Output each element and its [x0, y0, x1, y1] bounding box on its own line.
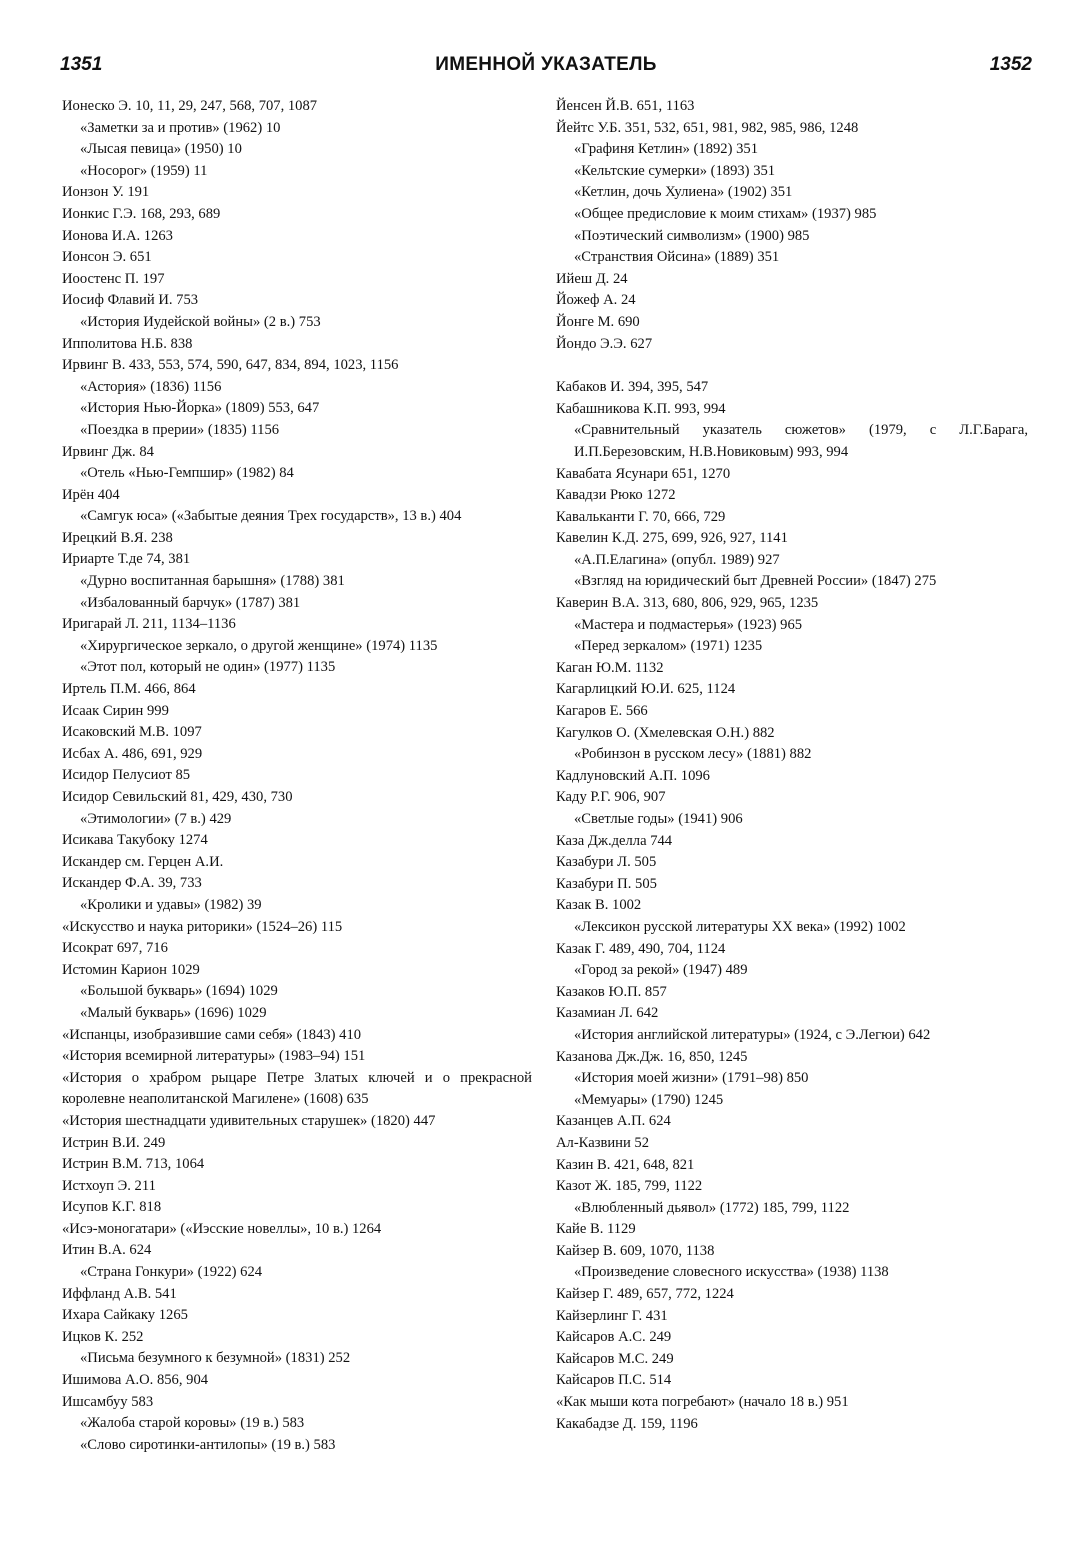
- index-entry: Исидор Пелусиот 85: [62, 767, 191, 784]
- index-entry: Исикава Такубоку 1274: [62, 832, 208, 849]
- index-entry: Кадлуновский А.П. 1096: [556, 767, 710, 784]
- index-subentry: «Носорог» (1959) 11: [80, 162, 208, 179]
- index-subentry: «Светлые годы» (1941) 906: [574, 811, 743, 827]
- index-entry: Ицков К. 252: [62, 1328, 144, 1345]
- index-entry: Ирён 404: [62, 486, 120, 503]
- index-entry: Кавабата Ясунари 651, 1270: [556, 465, 731, 482]
- index-entry: Ихара Сайкаку 1265: [62, 1307, 188, 1324]
- index-subentry: «Слово сиротинки-антилопы» (19 в.) 583: [80, 1436, 336, 1453]
- index-entry: Искандер Ф.А. 39, 733: [62, 875, 202, 892]
- index-subentry: «Отель «Нью-Гемпшир» (1982) 84: [80, 465, 294, 482]
- index-entry: «Испанцы, изобразившие сами себя» (1843) 410: [62, 1026, 362, 1043]
- index-entry: Кагарлицкий Ю.И. 625, 1124: [556, 681, 736, 698]
- index-subentry: «Лексикон русской литературы XX века» (1992) 1002: [574, 918, 906, 935]
- index-entry: Йенсен Й.В. 651, 1163: [556, 98, 695, 114]
- index-entry: Ал-Казвини 52: [556, 1134, 650, 1151]
- index-entry: Кабаков И. 394, 395, 547: [556, 379, 709, 396]
- index-entry: Ирвинг В. 433, 553, 574, 590, 647, 834, 894, 1023, 1156: [62, 357, 399, 374]
- index-entry: Иригарай Л. 211, 1134–1136: [62, 616, 236, 633]
- index-subentry: «Кетлин, дочь Хулиена» (1902) 351: [574, 184, 793, 201]
- index-entry: Казаков Ю.П. 857: [556, 983, 667, 1000]
- index-entry: Кайзер Г. 489, 657, 772, 1224: [556, 1286, 734, 1303]
- index-entry: «Искусство и наука риторики» (1524–26) 115: [62, 918, 343, 935]
- index-subentry: «Жалоба старой коровы» (19 в.) 583: [80, 1415, 305, 1432]
- index-entry: «История шестнадцати удивительных старушек» (1820) 447: [62, 1112, 436, 1129]
- index-subentry: «Дурно воспитанная барышня» (1788) 381: [80, 573, 345, 590]
- index-entry: Иоостенс П. 197: [62, 270, 165, 287]
- index-entry: «Исэ-моногатари» («Иэсские новеллы», 10 в.) 1264: [62, 1220, 382, 1237]
- index-subentry: «Сравнительный указатель сюжетов» (1979, с Л.Г.Барага, И.П.Березовским, Н.В.Новиковым) 993, 994: [574, 422, 1028, 460]
- index-entry: Истхоуп Э. 211: [62, 1177, 156, 1194]
- index-subentry: «Кельтские сумерки» (1893) 351: [574, 162, 776, 179]
- index-entry: Итин В.А. 624: [62, 1242, 152, 1259]
- index-subentry: «История английской литературы» (1924, с Э.Легюи) 642: [574, 1026, 931, 1043]
- index-entry: Ийеш Д. 24: [556, 270, 628, 287]
- index-entry: Исупов К.Г. 818: [62, 1199, 162, 1216]
- index-entry: «История всемирной литературы» (1983–94) 151: [62, 1048, 366, 1065]
- index-entry: Ионеско Э. 10, 11, 29, 247, 568, 707, 1087: [62, 98, 318, 114]
- index-entry: Йейтс У.Б. 351, 532, 651, 981, 982, 985, 986, 1248: [556, 119, 859, 136]
- index-subentry: «Поездка в прерии» (1835) 1156: [80, 421, 280, 438]
- index-subentry: «Мастера и подмастерья» (1923) 965: [574, 616, 803, 633]
- index-entry: Исидор Севильский 81, 429, 430, 730: [62, 789, 293, 805]
- index-entry: Казанцев А.П. 624: [556, 1113, 671, 1130]
- index-entry: Какабадзе Д. 159, 1196: [556, 1415, 698, 1432]
- index-entry: Ириарте Т.де 74, 381: [62, 551, 191, 568]
- index-entry: Кайзерлинг Г. 431: [556, 1307, 668, 1324]
- index-entry: Истрин В.И. 249: [62, 1134, 166, 1151]
- running-title: ИМЕННОЙ УКАЗАТЕЛЬ: [435, 54, 657, 75]
- index-subentry: «А.П.Елагина» (опубл. 1989) 927: [574, 551, 780, 568]
- index-entry: Казак В. 1002: [556, 897, 642, 914]
- page-header: [60, 54, 1032, 88]
- index-entry: Кавадзи Рюко 1272: [556, 487, 676, 504]
- index-entry: Ишимова А.О. 856, 904: [62, 1372, 209, 1389]
- index-subentry: «Хирургическое зеркало, о другой женщине» (1974) 1135: [80, 637, 438, 654]
- index-entry: Истомин Карион 1029: [62, 961, 200, 978]
- index-entry: Казин В. 421, 648, 821: [556, 1156, 695, 1173]
- index-entry: Казамиан Л. 642: [556, 1005, 659, 1022]
- index-entry: «Как мыши кота погребают» (начало 18 в.) 951: [556, 1394, 849, 1411]
- index-entry: Кагулков О. (Хмелевская О.Н.) 882: [556, 724, 775, 741]
- index-entry: Йожеф А. 24: [556, 292, 636, 309]
- index-entry: Ипполитова Н.Б. 838: [62, 335, 193, 352]
- index-subentry: «История Иудейской войны» (2 в.) 753: [80, 313, 321, 330]
- index-subentry: «Этимологии» (7 в.) 429: [80, 810, 232, 827]
- index-subentry: «Перед зеркалом» (1971) 1235: [574, 638, 763, 655]
- index-entry: Кавальканти Г. 70, 666, 729: [556, 508, 726, 525]
- index-subentry: «Поэтический символизм» (1900) 985: [574, 227, 810, 244]
- index-subentry: «Робинзон в русском лесу» (1881) 882: [574, 746, 812, 763]
- index-entry: Ирецкий В.Я. 238: [62, 529, 173, 546]
- index-subentry: «Большой букварь» (1694) 1029: [80, 983, 278, 1000]
- index-entry: Иффланд А.В. 541: [62, 1285, 177, 1302]
- index-entry: Иртель П.М. 466, 864: [62, 681, 196, 698]
- index-subentry: «Астория» (1836) 1156: [80, 378, 222, 395]
- index-entry: Йондо Э.Э. 627: [556, 335, 653, 352]
- index-subentry: «Лысая певица» (1950) 10: [80, 141, 242, 158]
- index-subentry: «История моей жизни» (1791–98) 850: [574, 1070, 809, 1087]
- index-subentry: «Малый букварь» (1696) 1029: [80, 1004, 267, 1021]
- index-entry: Кабашникова К.П. 993, 994: [556, 400, 726, 417]
- index-entry: Каверин В.А. 313, 680, 806, 929, 965, 1235: [556, 595, 819, 612]
- index-column-right: [556, 96, 1028, 1435]
- index-entry: Кагаров Е. 566: [556, 703, 648, 720]
- letter-section-gap: [556, 355, 1028, 377]
- index-subentry: «История Нью-Йорка» (1809) 553, 647: [80, 400, 320, 417]
- index-subentry: «Графиня Кетлин» (1892) 351: [574, 141, 758, 158]
- index-entry: Кайе В. 1129: [556, 1221, 636, 1238]
- index-entry: Истрин В.М. 713, 1064: [62, 1156, 205, 1173]
- index-entry: Казак Г. 489, 490, 704, 1124: [556, 940, 726, 957]
- index-entry: Каган Ю.М. 1132: [556, 659, 664, 676]
- index-entry: Исаак Сирин 999: [62, 702, 169, 719]
- index-subentry: «Город за рекой» (1947) 489: [574, 962, 748, 979]
- index-entry: Иосиф Флавий И. 753: [62, 292, 199, 309]
- index-subentry: «Письма безумного к безумной» (1831) 252: [80, 1350, 351, 1367]
- index-entry: Каду Р.Г. 906, 907: [556, 789, 666, 806]
- index-entry: Исбах А. 486, 691, 929: [62, 745, 203, 762]
- index-entry: Исаковский М.В. 1097: [62, 724, 202, 741]
- index-entry: Искандер см. Герцен А.И.: [62, 853, 224, 870]
- index-entry: «История о храбром рыцаре Петре Златых ключей и о прекрасной королевне неаполитанской Магилене» (1608) 635: [62, 1069, 532, 1108]
- index-entry: Казабури Л. 505: [556, 854, 657, 871]
- index-column-left: [62, 96, 532, 1456]
- index-entry: Ионсон Э. 651: [62, 249, 152, 266]
- index-entry: Каза Дж.делла 744: [556, 832, 673, 849]
- index-subentry: «Произведение словесного искусства» (1938) 1138: [574, 1264, 889, 1281]
- index-subentry: «Мемуары» (1790) 1245: [574, 1091, 724, 1108]
- index-entry: Казанова Дж.Дж. 16, 850, 1245: [556, 1048, 748, 1065]
- index-subentry: «Общее предисловие к моим стихам» (1937) 985: [574, 205, 877, 222]
- index-entry: Казабури П. 505: [556, 875, 657, 892]
- index-entry: Ионкис Г.Э. 168, 293, 689: [62, 205, 221, 222]
- index-entry: Исократ 697, 716: [62, 940, 168, 957]
- index-entry: Ирвинг Дж. 84: [62, 443, 154, 460]
- index-subentry: «Странствия Ойсина» (1889) 351: [574, 249, 780, 266]
- index-entry: Ионова И.А. 1263: [62, 227, 173, 244]
- index-subentry: «Кролики и удавы» (1982) 39: [80, 896, 262, 913]
- index-subentry: «Заметки за и против» (1962) 10: [80, 119, 281, 136]
- index-subentry: «Этот пол, который не один» (1977) 1135: [80, 659, 336, 676]
- index-subentry: «Страна Гонкури» (1922) 624: [80, 1264, 263, 1281]
- index-entry: Ишсамбуу 583: [62, 1393, 154, 1410]
- index-entry: Кавелин К.Д. 275, 699, 926, 927, 1141: [556, 530, 788, 547]
- page-number-right: 1352: [989, 54, 1032, 75]
- index-entry: Кайсаров А.С. 249: [556, 1329, 672, 1346]
- index-entry: Кайзер В. 609, 1070, 1138: [556, 1242, 715, 1259]
- index-entry: Кайсаров П.С. 514: [556, 1372, 672, 1389]
- page-number-left: 1351: [60, 54, 103, 75]
- index-subentry: «Самгук юса» («Забытые деяния Трех государств», 13 в.) 404: [80, 508, 462, 525]
- index-entry: Кайсаров М.С. 249: [556, 1350, 674, 1367]
- index-subentry: «Избалованный барчук» (1787) 381: [80, 594, 301, 611]
- index-subentry: «Влюбленный дьявол» (1772) 185, 799, 1122: [574, 1199, 850, 1216]
- index-subentry: «Взгляд на юридический быт Древней России» (1847) 275: [574, 573, 937, 590]
- index-entry: Казот Ж. 185, 799, 1122: [556, 1178, 703, 1195]
- index-entry: Йонге М. 690: [556, 313, 640, 330]
- index-entry: Ионзон У. 191: [62, 184, 150, 201]
